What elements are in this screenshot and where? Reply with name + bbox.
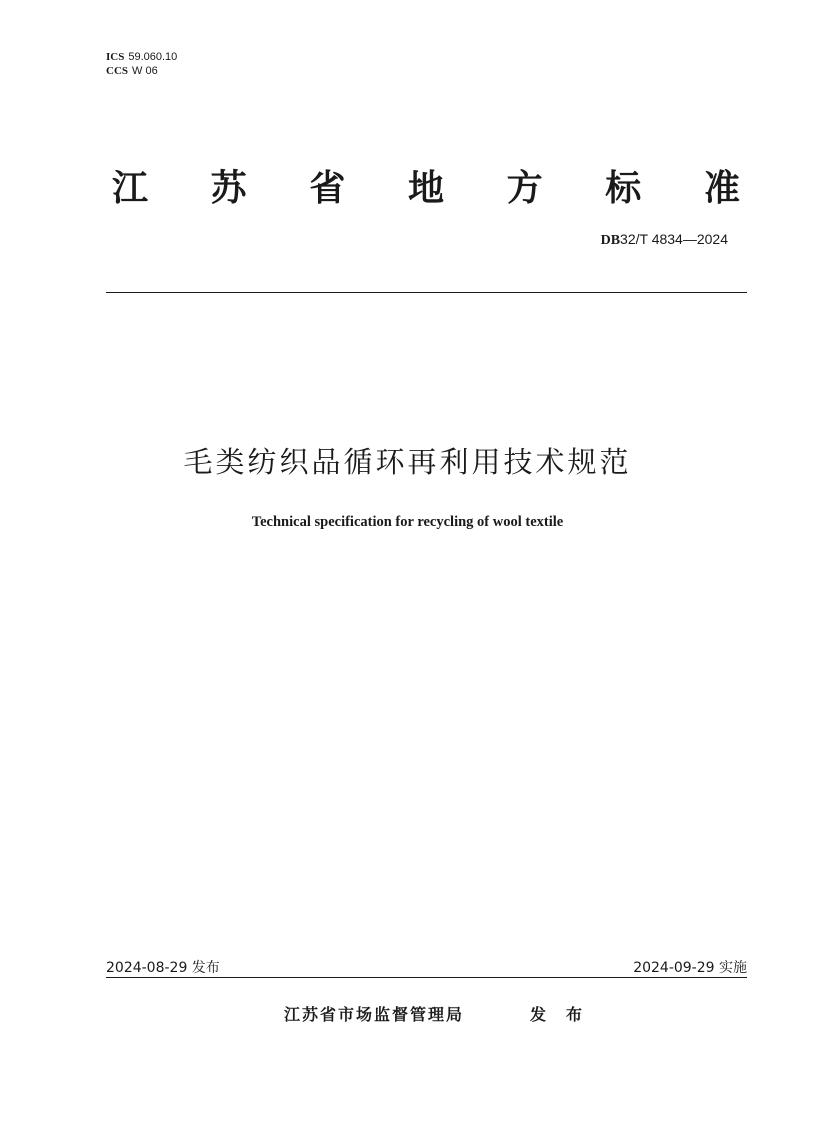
header-divider [106, 292, 747, 293]
standard-type-char: 准 [703, 167, 740, 209]
issuing-authority: 江苏省市场监督管理局 [284, 1005, 465, 1024]
ics-code-row [106, 50, 177, 64]
ics-label: ICS [106, 51, 125, 63]
publish-date: 2024-08-29 发布 [106, 960, 220, 976]
standard-type-char: 地 [407, 167, 444, 209]
standard-number [601, 231, 728, 249]
standard-number-prefix: DB [600, 233, 621, 248]
implement-date: 2024-09-29 实施 [633, 960, 747, 976]
ics-value: 59.060.10 [128, 51, 178, 63]
standard-type-char: 苏 [210, 167, 247, 209]
standard-type-title [112, 160, 740, 210]
standard-type-char: 方 [506, 167, 543, 209]
standard-type-char: 省 [309, 167, 346, 209]
document-title-chinese: 毛类纺织品循环再利用技术规范 [183, 445, 632, 479]
footer-divider [106, 977, 747, 978]
document-title-english: Technical specification for recycling of wool textile [251, 514, 564, 530]
issuing-action: 发布 [530, 1005, 603, 1024]
standard-type-char: 标 [605, 167, 642, 209]
ccs-label: CCS [106, 65, 129, 77]
ccs-value: W 06 [132, 65, 158, 77]
standard-type-char: 江 [112, 167, 149, 209]
classification-codes [106, 50, 177, 78]
ccs-code-row [106, 64, 177, 78]
standard-number-code: 32/T 4834—2024 [620, 231, 728, 247]
